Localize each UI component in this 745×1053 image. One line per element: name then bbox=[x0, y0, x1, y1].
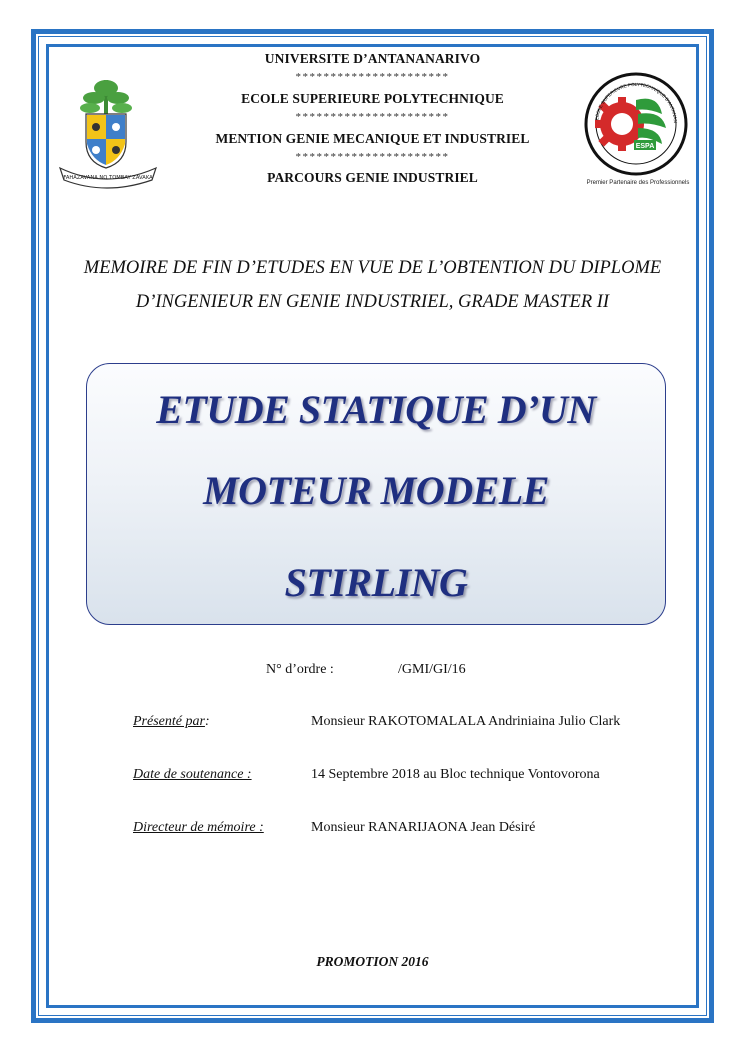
defense-date-value: 14 Septembre 2018 au Bloc technique Vontovorona bbox=[311, 767, 600, 782]
presented-by-label: Présenté par: bbox=[133, 714, 210, 729]
espa-logo bbox=[578, 70, 698, 192]
parcours-name: PARCOURS GENIE INDUSTRIEL bbox=[267, 170, 478, 185]
espa-badge-text: ESPA bbox=[635, 143, 655, 150]
ordre-value: /GMI/GI/16 bbox=[398, 662, 466, 677]
espa-caption: Premier Partenaire des Professionnels bbox=[586, 180, 690, 186]
title-box bbox=[86, 363, 666, 625]
thesis-director-value: Monsieur RANARIJAONA Jean Désiré bbox=[311, 820, 536, 835]
espa-ring-text: ECOLE SUPERIEURE POLYTECHNIQUE D'ANTANAN bbox=[594, 81, 679, 123]
university-seal-logo bbox=[56, 72, 160, 190]
presented-by-value: Monsieur RAKOTOMALALA Andriniaina Julio Clark bbox=[311, 714, 621, 729]
memoire-line-1: MEMOIRE DE FIN D’ETUDES EN VUE DE L’OBTENTION DU DIPLOME bbox=[83, 258, 662, 278]
thesis-director-label: Directeur de mémoire : bbox=[133, 820, 264, 835]
header-separator: ********************** bbox=[295, 111, 450, 123]
memoire-line-2: D’INGENIEUR EN GENIE INDUSTRIEL, GRADE MASTER II bbox=[135, 292, 610, 312]
ordre-label: N° d’ordre : bbox=[266, 662, 334, 677]
defense-date-label: Date de soutenance : bbox=[133, 767, 252, 782]
header-separator: ********************** bbox=[295, 151, 450, 163]
university-name: UNIVERSITE D’ANTANANARIVO bbox=[264, 51, 481, 66]
title-line-1: ETUDE STATIQUE D’UN bbox=[156, 387, 596, 432]
title-line-3: STIRLING bbox=[284, 560, 468, 605]
seal-motto: FAHAZAVANA NO TOMBAY ZAVAKA bbox=[63, 175, 153, 181]
promotion: PROMOTION 2016 bbox=[316, 954, 429, 969]
title-line-2: MOTEUR MODELE bbox=[203, 468, 549, 513]
mention-name: MENTION GENIE MECANIQUE ET INDUSTRIEL bbox=[215, 131, 530, 146]
school-name: ECOLE SUPERIEURE POLYTECHNIQUE bbox=[241, 91, 504, 106]
header-separator: ********************** bbox=[295, 71, 450, 83]
